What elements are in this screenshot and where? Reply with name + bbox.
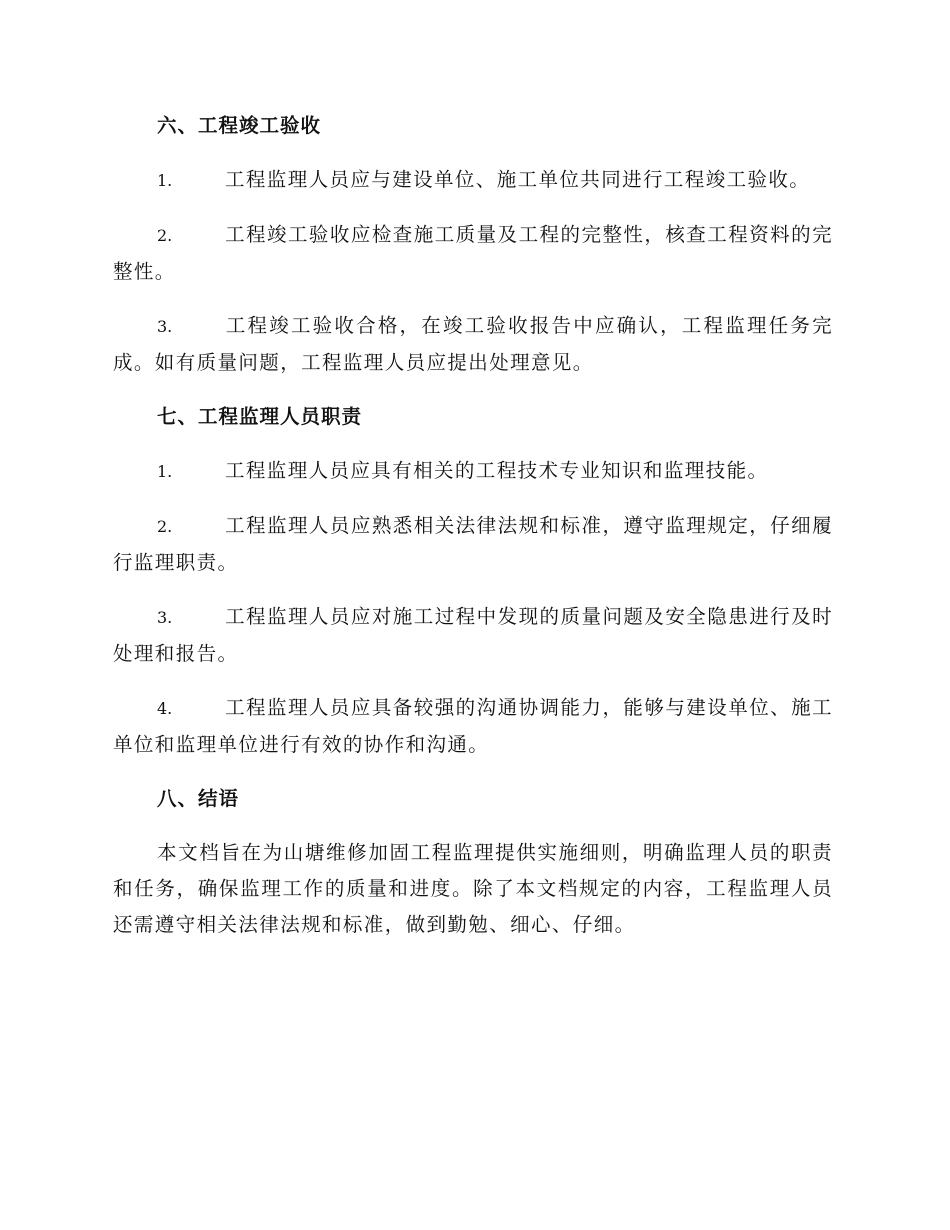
item-text: 工程竣工验收合格，在竣工验收报告中应确认，工程监理任务完成。如有质量问题，工程监理人员应提出处理意见。	[113, 314, 833, 374]
item-text: 工程监理人员应具有相关的工程技术专业知识和监理技能。	[225, 459, 769, 482]
list-item	[113, 162, 833, 199]
section-heading-supervisor-duties: 七、工程监理人员职责	[157, 405, 363, 428]
item-number: 2.	[157, 517, 173, 536]
item-number: 3.	[157, 317, 173, 336]
item-text: 工程监理人员应对施工过程中发现的质量问题及安全隐患进行及时处理和报告。	[113, 605, 833, 665]
list-item	[113, 217, 833, 290]
item-number: 1.	[157, 171, 173, 190]
item-number: 3.	[157, 608, 173, 627]
item-text: 工程监理人员应具备较强的沟通协调能力，能够与建设单位、施工单位和监理单位进行有效的协作和沟通。	[113, 696, 833, 756]
item-text: 工程竣工验收应检查施工质量及工程的完整性，核查工程资料的完整性。	[113, 223, 833, 283]
list-item	[113, 453, 833, 490]
list-item	[113, 308, 833, 381]
conclusion-paragraph: 本文档旨在为山塘维修加固工程监理提供实施细则，明确监理人员的职责和任务，确保监理工作的质量和进度。除了本文档规定的内容，工程监理人员还需遵守相关法律法规和标准，做到勤勉、细心、仔细。	[113, 841, 833, 936]
document-body	[113, 108, 833, 943]
list-item	[113, 599, 833, 672]
item-text: 工程监理人员应熟悉相关法律法规和标准，遵守监理规定，仔细履行监理职责。	[113, 514, 833, 574]
section-heading-completion-acceptance: 六、工程竣工验收	[157, 114, 322, 137]
list-item	[113, 690, 833, 763]
list-item	[113, 508, 833, 581]
section-heading-conclusion: 八、结语	[157, 787, 240, 810]
item-text: 工程监理人员应与建设单位、施工单位共同进行工程竣工验收。	[225, 168, 811, 191]
item-number: 1.	[157, 462, 173, 481]
item-number: 4.	[157, 699, 173, 718]
item-number: 2.	[157, 226, 173, 245]
